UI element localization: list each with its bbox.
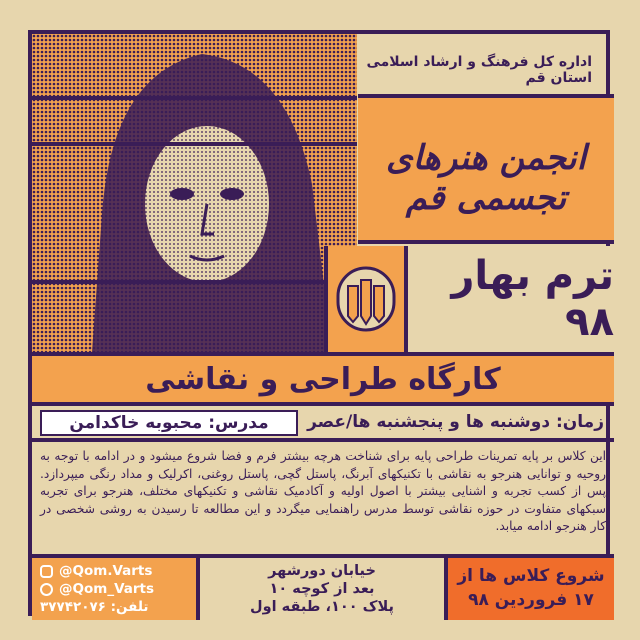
teacher-box (40, 410, 298, 436)
teacher-name: مدرس: محبوبه خاکدامن (69, 413, 269, 433)
telegram-line[interactable] (40, 580, 188, 598)
portrait-photo (32, 34, 357, 352)
address-line-3: پلاک ۱۰۰، طبقه اول (250, 599, 394, 615)
telegram-icon (40, 583, 53, 596)
instagram-line[interactable] (40, 562, 188, 580)
term-label: ترم بهار ۹۸ (451, 253, 614, 345)
telegram-handle: @Qom_Varts (59, 581, 155, 597)
phone-number: تلفن: ۳۷۷۴۲۰۷۶ (40, 599, 149, 615)
workshop-banner (32, 352, 614, 406)
instagram-handle: @Qom.Varts (59, 563, 153, 579)
phone-line (40, 598, 188, 616)
footer-row (32, 554, 614, 616)
term-box (404, 246, 614, 352)
workshop-title: کارگاه طراحی و نقاشی (145, 361, 501, 397)
contact-box (32, 558, 200, 620)
address-line-1: خیابان دورشهر (268, 563, 376, 579)
start-date: ۱۷ فروردین ۹۸ (468, 590, 594, 610)
poster-frame (28, 30, 614, 616)
start-date-box (448, 558, 614, 620)
association-calligraphy-title: انجمن هنرهای تجسمی قم (385, 138, 587, 218)
start-label: شروع کلاس ها از (457, 566, 605, 586)
calligraphy-banner (358, 94, 614, 244)
address-box (200, 558, 448, 620)
instagram-icon (40, 565, 53, 578)
schedule-row (32, 406, 614, 442)
class-time: زمان: دوشنبه ها و پنجشنبه ها/عصر (307, 412, 604, 432)
pencils-arch-logo-icon (328, 246, 404, 352)
address-line-2: بعد از کوچه ۱۰ (269, 581, 375, 597)
organization-name: اداره کل فرهنگ و ارشاد اسلامی استان قم (366, 54, 592, 86)
logo-cell (324, 246, 404, 352)
course-description: این کلاس بر پایه تمرینات طراحی پایه برای شناخت هرچه بیشتر فرم و فضا شروع میشود و در ادامه با توجه به روحیه و توانایی هنرجو به نقاشی با تکنیکهای آبرنگ، پاستل گچی، پاستل روغنی، اکرلیک و مداد رنگی میپردازد. پس از کسب تجربه و اشنایی بیشتر با اصول اولیه و آکادمیک نقاشی و تکنیکهای مختلف، هنرجو برای تجربه سبکهای متفاوت در حوزه نقاشی توسط مدرس راهنمایی میگردد و این مطالعه تا رسیدن به روشی شخصی در کار هنرجو ادامه میابد. (40, 449, 606, 533)
